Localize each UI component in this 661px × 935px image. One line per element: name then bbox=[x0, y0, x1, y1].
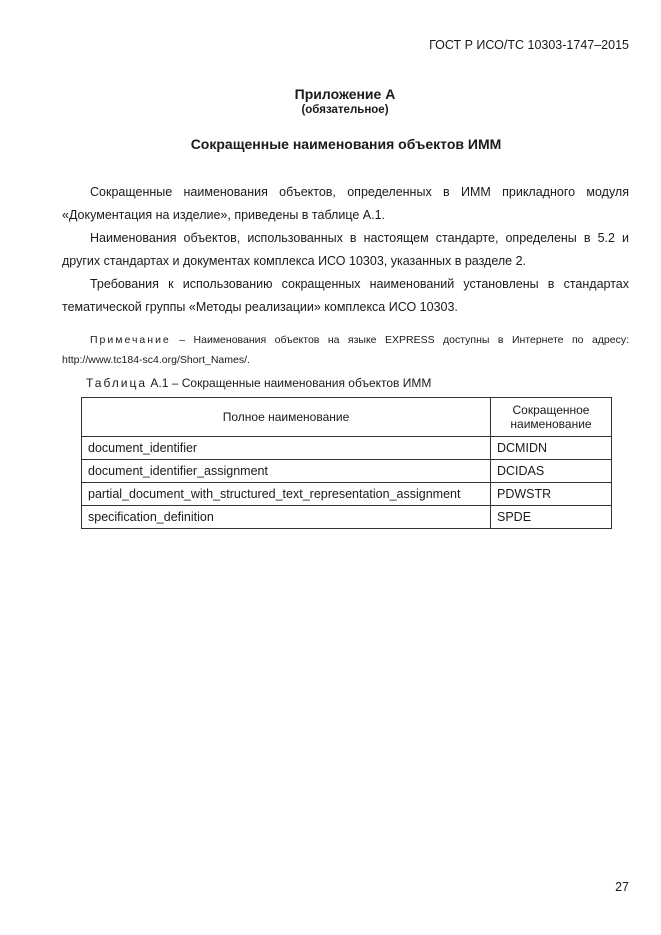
document-code: ГОСТ Р ИСО/ТС 10303-1747–2015 bbox=[429, 38, 629, 52]
full-name-cell: document_identifier bbox=[82, 437, 491, 460]
annex-title: Приложение А bbox=[294, 86, 396, 102]
annex-subtitle: (обязательное) bbox=[301, 104, 389, 116]
header-full-name: Полное наименование bbox=[82, 398, 491, 437]
page-number: 27 bbox=[615, 880, 629, 894]
table-caption bbox=[86, 376, 431, 390]
table-header-row bbox=[82, 398, 612, 437]
table-row bbox=[82, 506, 612, 529]
table-row bbox=[82, 437, 612, 460]
short-name-cell: DCIDAS bbox=[491, 460, 612, 483]
paragraph-3: Требования к использованию сокращенных наименований установлены в стандартах тематической группы «Методы реализации» комплекса ИСО 10303. bbox=[62, 277, 629, 314]
paragraph-1: Сокращенные наименования объектов, определенных в ИММ прикладного модуля «Документация на изделие», приведены в таблице А.1. bbox=[62, 185, 629, 222]
note-label: Примечание bbox=[90, 334, 171, 346]
body-text bbox=[62, 181, 629, 319]
short-name-cell: SPDE bbox=[491, 506, 612, 529]
table-row bbox=[82, 460, 612, 483]
note-text: – Наименования объектов на языке EXPRESS доступны в Интернете по адресу: http://www.tc184-sc4.org/Short_Names/. bbox=[62, 334, 630, 366]
note bbox=[62, 330, 629, 370]
full-name-cell: specification_definition bbox=[82, 506, 491, 529]
table-row bbox=[82, 483, 612, 506]
full-name-cell: document_identifier_assignment bbox=[82, 460, 491, 483]
table-caption-text: А.1 – Сокращенные наименования объектов ИММ bbox=[150, 376, 432, 390]
full-name-cell: partial_document_with_structured_text_representation_assignment bbox=[82, 483, 491, 506]
header-short-name: Сокращенное наименование bbox=[491, 398, 612, 437]
abbreviations-table bbox=[81, 397, 612, 529]
short-name-cell: DCMIDN bbox=[491, 437, 612, 460]
short-name-cell: PDWSTR bbox=[491, 483, 612, 506]
paragraph-2: Наименования объектов, использованных в настоящем стандарте, определены в 5.2 и других стандартах и документах комплекса ИСО 10303, указанных в разделе 2. bbox=[62, 231, 629, 268]
section-title: Сокращенные наименования объектов ИММ bbox=[190, 136, 502, 152]
table-caption-label: Таблица bbox=[86, 376, 148, 390]
